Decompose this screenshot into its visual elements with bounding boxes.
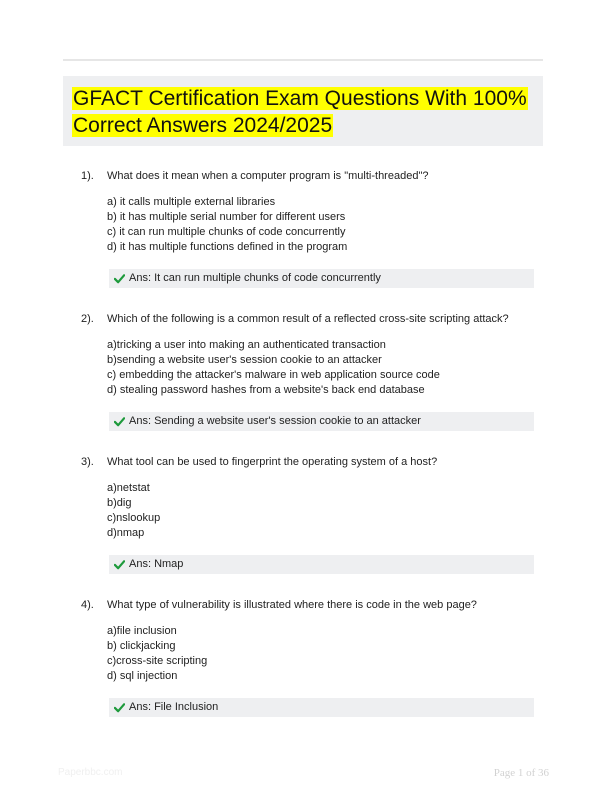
- answer-box: [109, 269, 534, 288]
- question-text: Which of the following is a common result of a reflected cross-site scripting attack?: [107, 313, 509, 325]
- answer-text: Ans: File Inclusion: [129, 701, 219, 713]
- answer-box: [109, 698, 534, 717]
- option-b: b) it has multiple serial number for different users: [107, 211, 346, 223]
- options-list: [107, 195, 347, 255]
- options-list: [107, 624, 207, 684]
- answer-box: [109, 412, 534, 431]
- option-c: c) embedding the attacker's malware in web application source code: [107, 369, 440, 381]
- answer-text: Ans: It can run multiple chunks of code concurrently: [129, 272, 381, 284]
- footer-watermark: Paperbbc.com: [58, 767, 123, 778]
- option-c: c) it can run multiple chunks of code concurrently: [107, 226, 346, 238]
- option-d: d) stealing password hashes from a website's back end database: [107, 384, 425, 396]
- option-d: d) it has multiple functions defined in the program: [107, 241, 348, 253]
- option-a: a)file inclusion: [107, 625, 177, 637]
- option-d: d)nmap: [107, 527, 145, 539]
- option-a: a)netstat: [107, 482, 150, 494]
- answer-box: [109, 555, 534, 574]
- question-text: What does it mean when a computer program is "multi-threaded"?: [107, 170, 429, 182]
- answer-text: Ans: Sending a website user's session cookie to an attacker: [129, 415, 421, 427]
- option-c: c)nslookup: [107, 512, 161, 524]
- answer-text: Ans: Nmap: [129, 558, 184, 570]
- check-icon: [114, 559, 125, 570]
- check-icon: [114, 416, 125, 427]
- option-a: a)tricking a user into making an authenticated transaction: [107, 339, 386, 351]
- top-divider: [63, 59, 543, 61]
- question-text: What type of vulnerability is illustrated where there is code in the web page?: [107, 599, 477, 611]
- question-number: 2).: [81, 313, 94, 325]
- option-b: b)sending a website user's session cookie to an attacker: [107, 354, 382, 366]
- page-title-text: GFACT Certification Exam Questions With 100% Correct Answers 2024/2025: [73, 87, 527, 137]
- option-d: d) sql injection: [107, 670, 178, 682]
- question-text: What tool can be used to fingerprint the operating system of a host?: [107, 456, 438, 468]
- question-number: 4).: [81, 599, 94, 611]
- page-number: Page 1 of 36: [493, 767, 549, 779]
- options-list: [107, 338, 440, 398]
- page-title: [72, 85, 533, 139]
- question-number: 3).: [81, 456, 94, 468]
- question-number: 1).: [81, 170, 94, 182]
- options-list: [107, 481, 160, 541]
- check-icon: [114, 702, 125, 713]
- option-b: b) clickjacking: [107, 640, 176, 652]
- title-box: [63, 76, 543, 146]
- option-b: b)dig: [107, 497, 132, 509]
- option-c: c)cross-site scripting: [107, 655, 208, 667]
- check-icon: [114, 273, 125, 284]
- option-a: a) it calls multiple external libraries: [107, 196, 276, 208]
